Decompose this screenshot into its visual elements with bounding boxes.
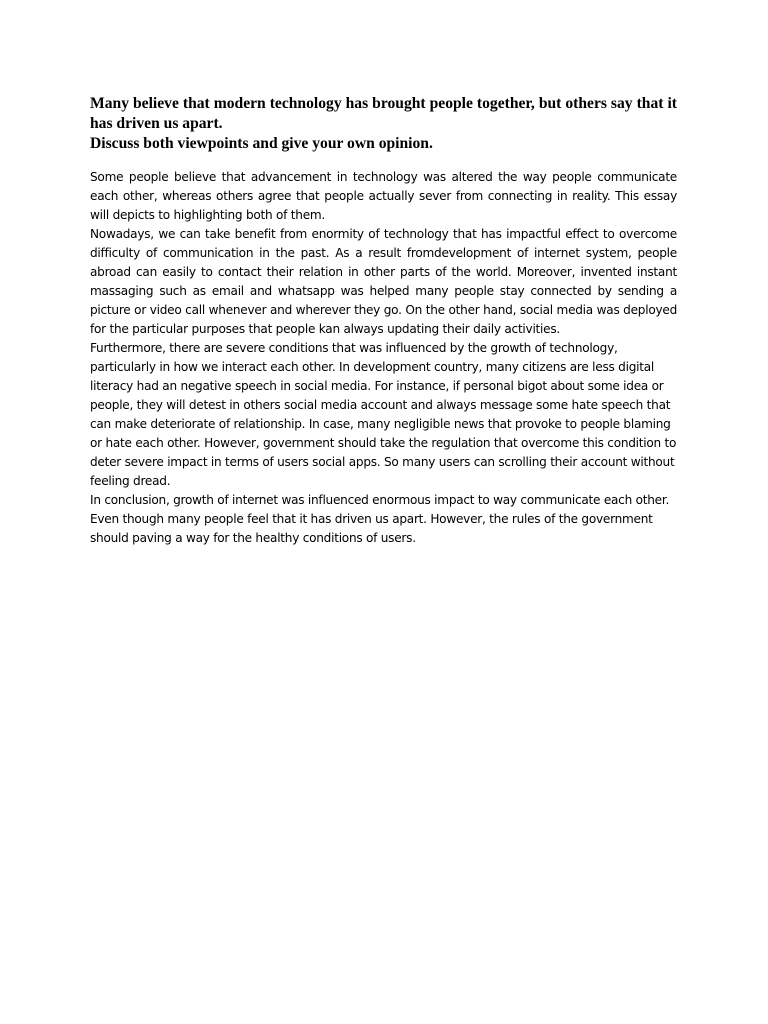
essay-paragraph-body-1: Nowadays, we can take benefit from enormity of technology that has impactful effect to overcome difficulty of communication in the past. As a result fromdevelopment of internet system, people abroad can easily to contact their relation in other parts of the world. Moreover, invented instant massaging such as email and whatsapp was helped many people stay connected by sending a picture or video call whenever and wherever they go. On the other hand, social media was deployed for the particular purposes that people kan always updating their daily activities. [90, 227, 677, 336]
prompt-statement: Many believe that modern technology has brought people together, but others say that it has driven us apart. [90, 95, 677, 132]
prompt-task: Discuss both viewpoints and give your own opinion. [90, 135, 433, 152]
essay-paragraph-introduction: Some people believe that advancement in technology was altered the way people communicate each other, whereas others agree that people actually sever from connecting in reality. This essay will depicts to highlighting both of them. [90, 170, 677, 222]
essay-prompt [90, 94, 677, 154]
essay-paragraph-conclusion: In conclusion, growth of internet was influenced enormous impact to way communicate each other. Even though many people feel that it has driven us apart. However, the rules of the government should paving a way for the healthy conditions of users. [90, 493, 670, 545]
essay-body [90, 168, 677, 548]
essay-paragraph-body-2: Furthermore, there are severe conditions that was influenced by the growth of technology, particularly in how we interact each other. In development country, many citizens are less digital literacy had an negative speech in social media. For instance, if personal bigot about some idea or people, they will detest in others social media account and always message some hate speech that can make deteriorate of relationship. In case, many negligible news that provoke to people blaming or hate each other. However, government should take the regulation that overcome this condition to deter severe impact in terms of users social apps. So many users can scrolling their account without feeling dread. [90, 341, 677, 488]
document-content [90, 94, 677, 548]
